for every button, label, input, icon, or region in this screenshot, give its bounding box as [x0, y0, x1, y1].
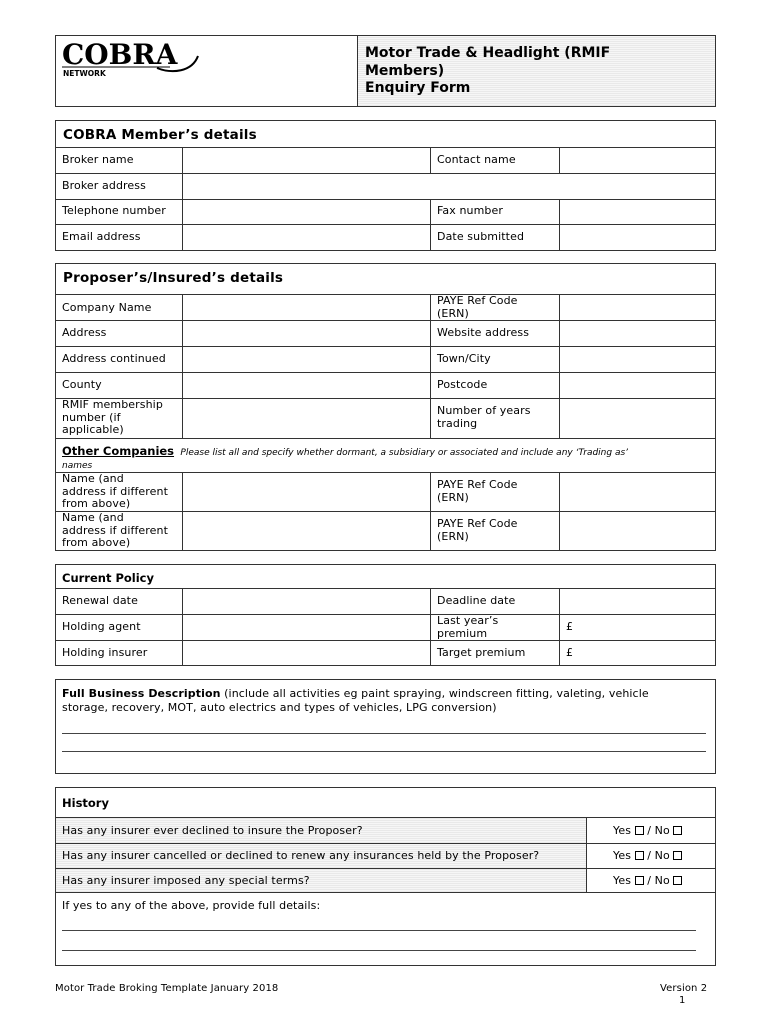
member-heading: COBRA Member’s details	[63, 127, 257, 143]
county-label: County	[62, 378, 102, 391]
row-line	[55, 438, 716, 439]
col-line	[586, 817, 587, 892]
paye-field[interactable]	[560, 295, 715, 320]
history-heading: History	[62, 796, 109, 810]
other-name-line-3: from above)	[62, 497, 131, 510]
col-line	[430, 147, 431, 173]
postcode-field[interactable]	[560, 373, 715, 398]
other-paye-line-2: (ERN)	[437, 529, 469, 543]
last-year-premium-field[interactable]	[560, 615, 715, 640]
contact-name-label: Contact name	[437, 153, 516, 166]
proposer-heading: Proposer’s/Insured’s details	[63, 270, 284, 286]
business-description	[62, 687, 712, 714]
other-name-label-1	[62, 473, 168, 511]
no-checkbox[interactable]	[673, 851, 682, 860]
last-year-premium-label	[437, 615, 498, 640]
business-text-1: (include all activities eg paint spraying, windscreen fitting, valeting, vehicle	[220, 687, 649, 700]
other-paye-label-2	[437, 518, 518, 543]
business-line-1[interactable]	[62, 733, 706, 734]
cobra-logo	[62, 38, 212, 83]
no-label: / No	[647, 874, 670, 887]
history-q2-answer	[613, 850, 682, 863]
other-companies-heading: Other Companies	[62, 444, 175, 458]
rmif-line-3: applicable)	[62, 423, 124, 436]
email-field[interactable]	[183, 225, 430, 251]
history-q2: Has any insurer cancelled or declined to renew any insurances held by the Proposer?	[62, 849, 540, 862]
business-line-2[interactable]	[62, 751, 706, 752]
fax-label: Fax number	[437, 204, 503, 217]
other-name-line-2: address if different	[62, 523, 169, 537]
last-year-line-2: premium	[437, 626, 488, 640]
target-premium-label: Target premium	[437, 646, 526, 659]
town-field[interactable]	[560, 347, 715, 372]
postcode-label: Postcode	[437, 378, 488, 391]
header-divider	[357, 35, 358, 107]
title-line-3: Enquiry Form	[365, 80, 471, 96]
other-name-line-2: address if different	[62, 484, 169, 498]
broker-address-field[interactable]	[183, 174, 715, 199]
holding-insurer-label: Holding insurer	[62, 646, 148, 659]
deadline-date-label: Deadline date	[437, 594, 516, 607]
address-continued-field[interactable]	[183, 347, 430, 372]
currency-symbol: £	[566, 620, 574, 633]
other-paye-label-1	[437, 479, 518, 504]
rmif-line-1: RMIF membership	[62, 398, 163, 411]
years-line-2: trading	[437, 416, 478, 430]
yes-label: Yes	[613, 849, 632, 862]
renewal-date-label: Renewal date	[62, 594, 138, 607]
title-line-1: Motor Trade & Headlight (RMIF	[365, 45, 611, 61]
other-paye-line-1: PAYE Ref Code	[437, 478, 518, 491]
yes-label: Yes	[613, 824, 632, 837]
rmif-line-2: number (if	[62, 410, 121, 424]
row-line	[55, 892, 716, 893]
other-paye-field-2[interactable]	[560, 512, 715, 551]
col-line	[430, 294, 431, 438]
col-line	[430, 199, 431, 251]
company-name-field[interactable]	[183, 295, 430, 320]
rmif-label	[62, 399, 163, 437]
years-line-1: Number of years	[437, 404, 531, 417]
row-line	[55, 843, 716, 844]
address-field[interactable]	[183, 321, 430, 346]
fax-field[interactable]	[560, 200, 715, 224]
other-companies-note	[62, 445, 712, 472]
holding-insurer-field[interactable]	[183, 641, 430, 666]
other-name-line-1: Name (and	[62, 511, 124, 524]
holding-agent-field[interactable]	[183, 615, 430, 640]
logo-sub: NETWORK	[63, 69, 106, 78]
policy-heading: Current Policy	[62, 571, 154, 585]
contact-name-field[interactable]	[560, 148, 715, 173]
row-line	[55, 868, 716, 869]
company-name-label: Company Name	[62, 301, 152, 314]
logo-text: COBRA	[62, 38, 178, 71]
no-checkbox[interactable]	[673, 826, 682, 835]
broker-name-label: Broker name	[62, 153, 134, 166]
town-label: Town/City	[437, 352, 491, 365]
broker-address-label: Broker address	[62, 179, 146, 192]
business-heading: Full Business Description	[62, 687, 221, 700]
other-name-label-2	[62, 512, 168, 550]
target-premium-field[interactable]	[560, 641, 715, 666]
other-name-field-1[interactable]	[183, 473, 430, 511]
history-details-label: If yes to any of the above, provide full details:	[62, 899, 321, 912]
address-continued-label: Address continued	[62, 352, 166, 365]
history-q3: Has any insurer imposed any special terms?	[62, 874, 310, 887]
yes-checkbox[interactable]	[635, 876, 644, 885]
business-text-2: storage, recovery, MOT, auto electrics and types of vehicles, LPG conversion)	[62, 700, 497, 714]
col-line	[430, 588, 431, 666]
other-name-line-1: Name (and	[62, 472, 124, 485]
footer-version: Version 2	[660, 983, 708, 994]
renewal-date-field[interactable]	[183, 589, 430, 614]
other-paye-line-2: (ERN)	[437, 490, 469, 504]
other-companies-instruction-2: names	[62, 461, 93, 471]
other-paye-field-1[interactable]	[560, 473, 715, 511]
other-companies-instruction: Please list all and specify whether dormant, a subsidiary or associated and include any ‘Trading as’	[180, 448, 629, 458]
date-submitted-field[interactable]	[560, 225, 715, 251]
no-checkbox[interactable]	[673, 876, 682, 885]
history-q3-answer	[613, 875, 682, 888]
yes-checkbox[interactable]	[635, 826, 644, 835]
deadline-date-field[interactable]	[560, 589, 715, 614]
currency-symbol: £	[566, 646, 574, 659]
paye-line-2: (ERN)	[437, 306, 469, 320]
years-trading-label	[437, 405, 531, 430]
paye-line-1: PAYE Ref Code	[437, 294, 518, 307]
date-submitted-label: Date submitted	[437, 230, 525, 243]
history-details-line-1[interactable]	[62, 930, 696, 931]
history-details-line-2[interactable]	[62, 950, 696, 951]
last-year-line-1: Last year’s	[437, 614, 499, 627]
paye-label	[437, 295, 518, 320]
row-line	[55, 817, 716, 818]
other-name-line-3: from above)	[62, 536, 131, 549]
history-q1: Has any insurer ever declined to insure the Proposer?	[62, 824, 363, 837]
county-field[interactable]	[183, 373, 430, 398]
other-name-field-2[interactable]	[183, 512, 430, 551]
broker-name-field[interactable]	[183, 148, 430, 173]
title-line-2: Members)	[365, 62, 445, 79]
other-paye-line-1: PAYE Ref Code	[437, 517, 518, 530]
telephone-field[interactable]	[183, 200, 430, 224]
col-line	[430, 472, 431, 551]
footer-left: Motor Trade Broking Template January 2018	[55, 983, 279, 994]
address-label: Address	[62, 326, 107, 339]
holding-agent-label: Holding agent	[62, 620, 141, 633]
history-q1-answer	[613, 825, 682, 838]
years-trading-field[interactable]	[560, 399, 715, 438]
website-field[interactable]	[560, 321, 715, 346]
yes-label: Yes	[613, 874, 632, 887]
yes-checkbox[interactable]	[635, 851, 644, 860]
telephone-label: Telephone number	[62, 204, 166, 217]
website-label: Website address	[437, 326, 530, 339]
email-label: Email address	[62, 230, 141, 243]
form-title	[365, 45, 610, 98]
rmif-field[interactable]	[183, 399, 430, 438]
no-label: / No	[647, 824, 670, 837]
no-label: / No	[647, 849, 670, 862]
page-number: 1	[679, 995, 686, 1006]
